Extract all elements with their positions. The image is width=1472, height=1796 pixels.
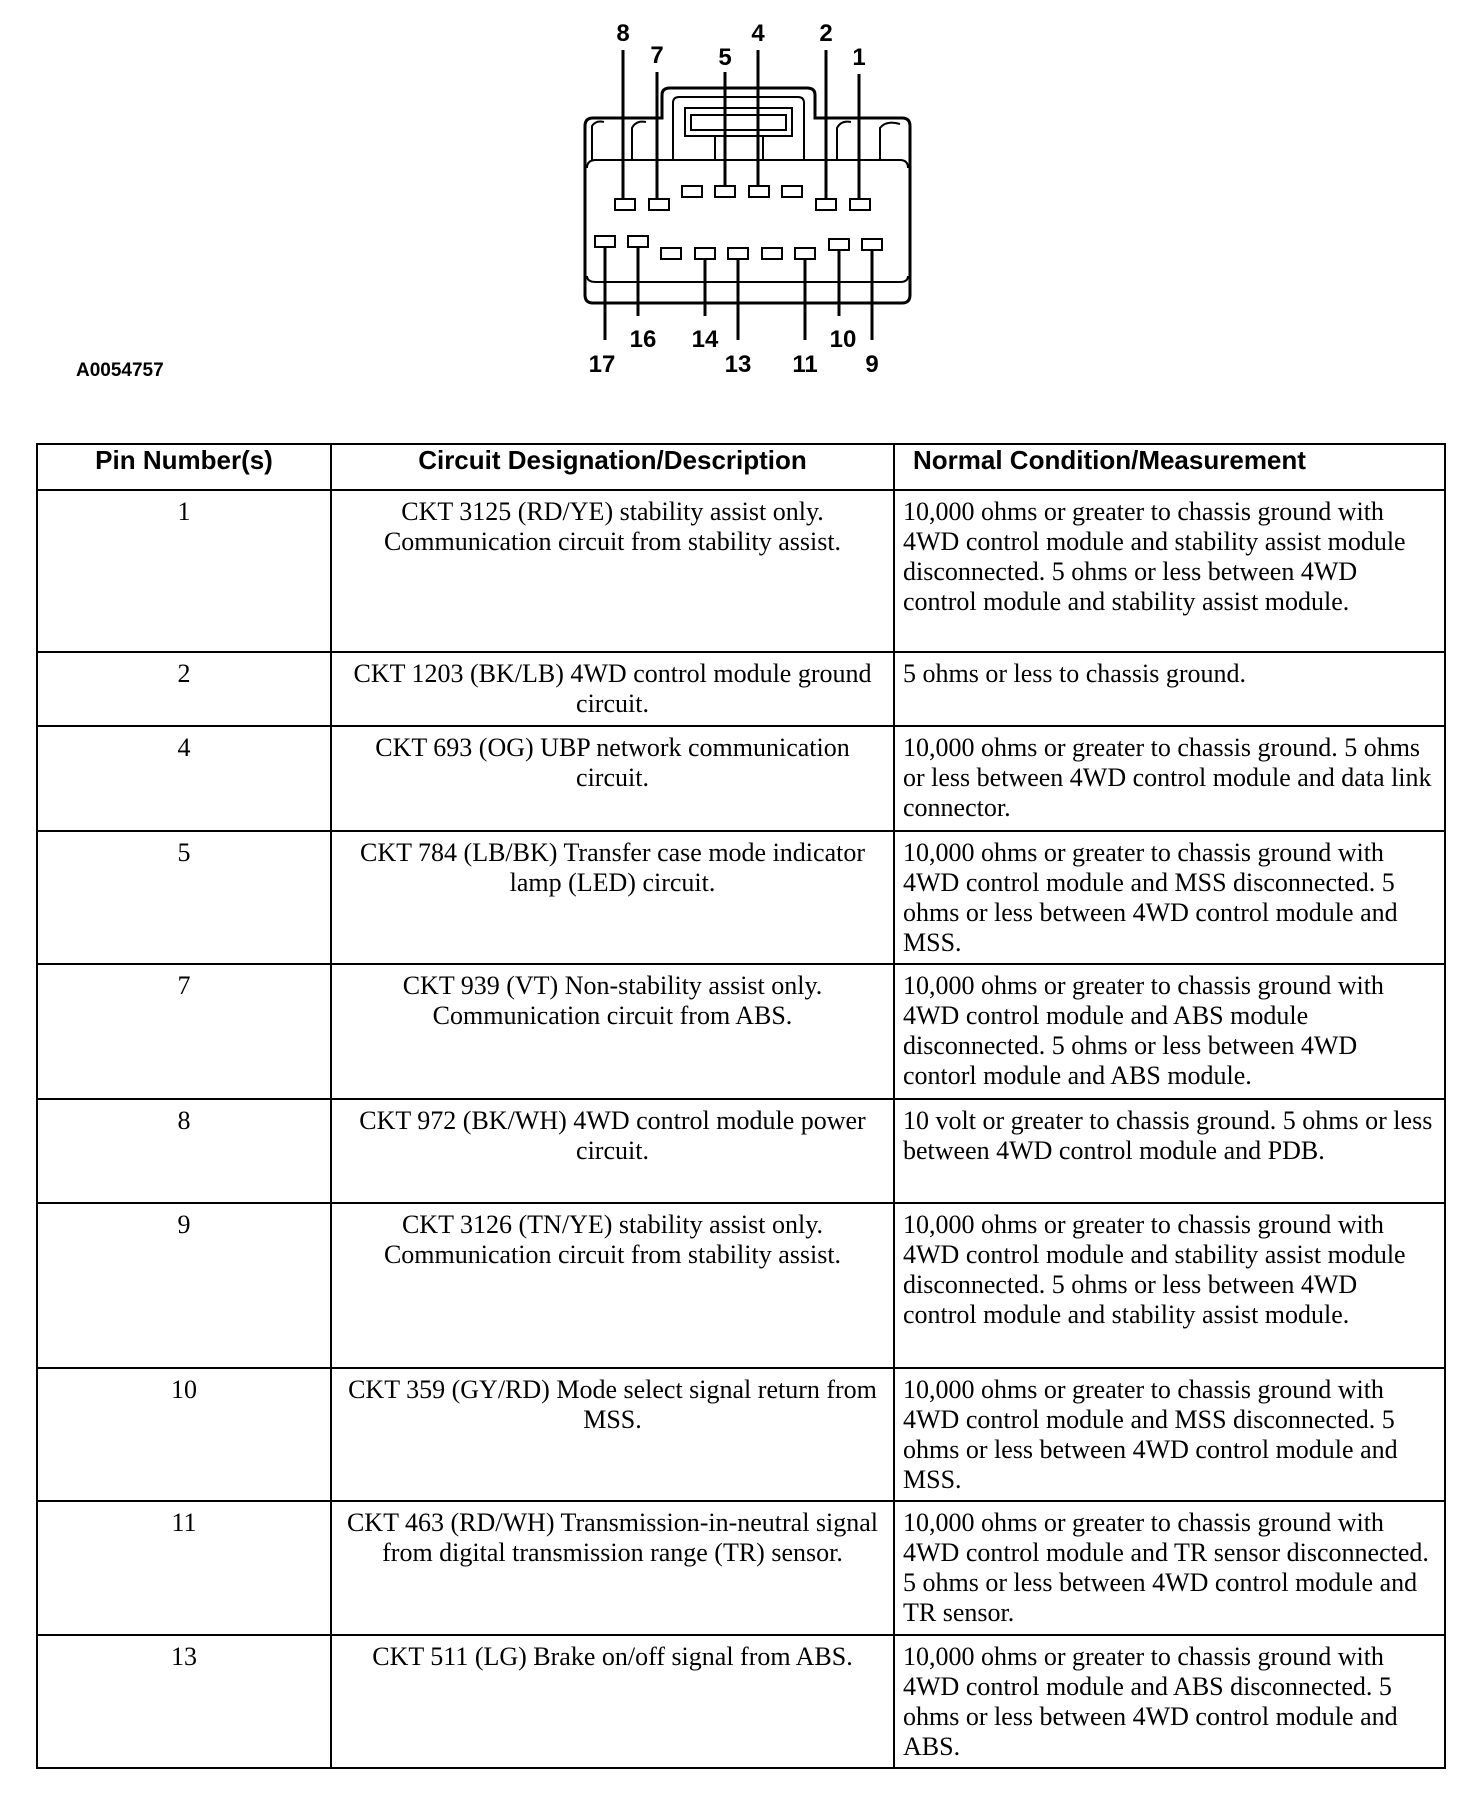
pin-number: 10 [37, 1368, 331, 1501]
table-row [37, 1368, 1445, 1501]
table-row [37, 964, 1445, 1099]
pin-label-8: 8 [616, 20, 630, 47]
normal-measurement: 5 ohms or less to chassis ground. [894, 652, 1445, 726]
normal-measurement: 10,000 ohms or greater to chassis ground with 4WD control module and TR sensor disconnected. 5 ohms or less between 4WD control module and TR sensor. [894, 1501, 1445, 1635]
circuit-description: CKT 463 (RD/WH) Transmission-in-neutral signal from digital transmission range (TR) sensor. [331, 1501, 894, 1635]
circuit-description: CKT 972 (BK/WH) 4WD control module power circuit. [331, 1099, 894, 1203]
pin-number: 11 [37, 1501, 331, 1635]
normal-measurement: 10,000 ohms or greater to chassis ground with 4WD control module and MSS disconnected. 5 ohms or less between 4WD control module and MSS. [894, 1368, 1445, 1501]
pin-label-14: 14 [691, 326, 719, 353]
header-normal-condition: Normal Condition/Measurement [894, 444, 1445, 490]
pin-number: 8 [37, 1099, 331, 1203]
pin-label-1: 1 [852, 44, 866, 71]
circuit-description: CKT 511 (LG) Brake on/off signal from ABS. [331, 1635, 894, 1768]
table-row [37, 1099, 1445, 1203]
pin-label-13: 13 [724, 351, 752, 378]
pin-label-2: 2 [819, 20, 833, 47]
normal-measurement: 10,000 ohms or greater to chassis ground with 4WD control module and ABS module disconnected. 5 ohms or less between 4WD contorl module and ABS module. [894, 964, 1445, 1099]
normal-measurement: 10,000 ohms or greater to chassis ground. 5 ohms or less between 4WD control module and data link connector. [894, 726, 1445, 831]
circuit-description: CKT 3125 (RD/YE) stability assist only. Communication circuit from stability assist. [331, 490, 894, 652]
table-row [37, 490, 1445, 652]
header-circuit-description: Circuit Designation/Description [331, 444, 894, 490]
pin-label-17: 17 [588, 351, 616, 378]
connector-outline-icon [560, 0, 940, 390]
table-row [37, 726, 1445, 831]
normal-measurement: 10 volt or greater to chassis ground. 5 ohms or less between 4WD control module and PDB. [894, 1099, 1445, 1203]
normal-measurement: 10,000 ohms or greater to chassis ground with 4WD control module and stability assist module disconnected. 5 ohms or less between 4WD control module and stability assist module. [894, 1203, 1445, 1368]
circuit-description: CKT 3126 (TN/YE) stability assist only. Communication circuit from stability assist. [331, 1203, 894, 1368]
pin-label-5: 5 [718, 44, 732, 71]
header-pin-numbers: Pin Number(s) [37, 444, 331, 490]
normal-measurement: 10,000 ohms or greater to chassis ground with 4WD control module and MSS disconnected. 5 ohms or less between 4WD control module and MSS. [894, 831, 1445, 964]
pin-number: 13 [37, 1635, 331, 1768]
pin-label-9: 9 [865, 351, 879, 378]
normal-measurement: 10,000 ohms or greater to chassis ground with 4WD control module and stability assist module disconnected. 5 ohms or less between 4WD control module and stability assist module. [894, 490, 1445, 652]
pin-table [36, 443, 1446, 1769]
table-row [37, 831, 1445, 964]
pin-label-10: 10 [829, 326, 857, 353]
circuit-description: CKT 784 (LB/BK) Transfer case mode indicator lamp (LED) circuit. [331, 831, 894, 964]
normal-measurement: 10,000 ohms or greater to chassis ground with 4WD control module and ABS disconnected. 5 ohms or less between 4WD control module and ABS. [894, 1635, 1445, 1768]
circuit-description: CKT 1203 (BK/LB) 4WD control module ground circuit. [331, 652, 894, 726]
figure-id: A0054757 [76, 360, 164, 381]
pin-number: 9 [37, 1203, 331, 1368]
table-row [37, 1501, 1445, 1635]
pin-number: 2 [37, 652, 331, 726]
circuit-description: CKT 359 (GY/RD) Mode select signal return from MSS. [331, 1368, 894, 1501]
pin-label-16: 16 [629, 326, 657, 353]
table-header-row [37, 444, 1445, 490]
connector-diagram [560, 0, 940, 390]
pin-number: 7 [37, 964, 331, 1099]
pin-label-4: 4 [751, 20, 765, 47]
table-row [37, 652, 1445, 726]
table-row [37, 1635, 1445, 1768]
circuit-description: CKT 939 (VT) Non-stability assist only. Communication circuit from ABS. [331, 964, 894, 1099]
table-row [37, 1203, 1445, 1368]
pin-number: 4 [37, 726, 331, 831]
pin-label-7: 7 [650, 42, 664, 69]
circuit-description: CKT 693 (OG) UBP network communication circuit. [331, 726, 894, 831]
pin-label-11: 11 [792, 351, 818, 378]
pin-number: 1 [37, 490, 331, 652]
pin-number: 5 [37, 831, 331, 964]
